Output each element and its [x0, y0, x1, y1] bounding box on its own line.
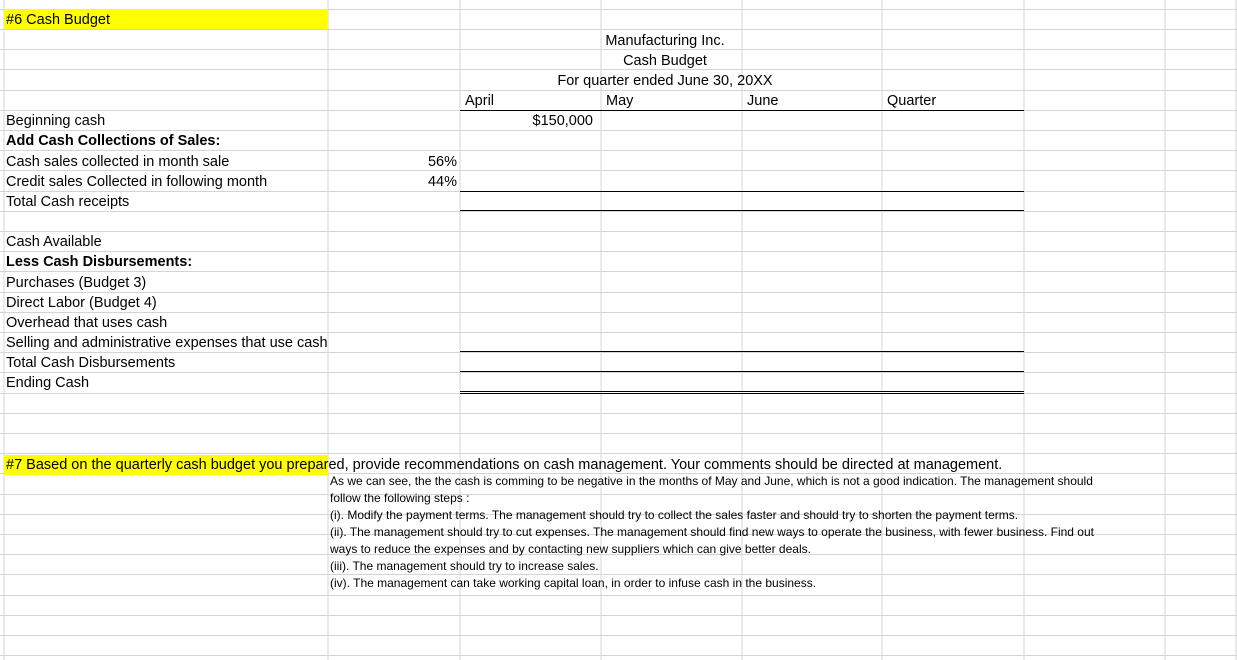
report-period[interactable]: For quarter ended June 30, 20XX: [557, 73, 773, 89]
answer-line: (i). Modify the payment terms. The management should try to collect the sales faster and should try to shorten the payment terms.: [330, 508, 1019, 522]
recommendation-textbox[interactable]: [330, 473, 1180, 592]
col-header-june[interactable]: June: [747, 93, 779, 109]
row-label-ending-cash[interactable]: Ending Cash: [6, 375, 90, 391]
beginning-cash-april[interactable]: $150,000: [532, 113, 593, 129]
credit-sales-percent[interactable]: 44%: [427, 174, 457, 190]
company-name[interactable]: Manufacturing Inc.: [605, 33, 725, 49]
answer-line: As we can see, the the cash is comming to be negative in the months of May and June, which is not a good indication. The management should: [330, 474, 1093, 488]
cash-sales-percent[interactable]: 56%: [427, 154, 457, 170]
row-label-cash-available[interactable]: Cash Available: [6, 234, 102, 250]
answer-line: (iii). The management should try to increase sales.: [330, 559, 599, 573]
row-label-total-receipts[interactable]: Total Cash receipts: [6, 194, 130, 210]
col-header-quarter[interactable]: Quarter: [887, 93, 937, 109]
row-label-beginning-cash[interactable]: Beginning cash: [6, 113, 106, 129]
row-label-less-disbursements[interactable]: Less Cash Disbursements:: [6, 254, 193, 270]
row-label-credit-sales[interactable]: Credit sales Collected in following month: [6, 174, 268, 190]
col-header-may[interactable]: May: [606, 93, 634, 109]
row-label-purchases[interactable]: Purchases (Budget 3): [6, 275, 147, 291]
row-label-add-collections[interactable]: Add Cash Collections of Sales:: [6, 133, 221, 149]
row-label-cash-sales[interactable]: Cash sales collected in month sale: [6, 154, 230, 170]
section6-title[interactable]: #6 Cash Budget: [6, 12, 110, 28]
row-label-total-disbursements[interactable]: Total Cash Disbursements: [6, 355, 176, 371]
row-label-selling-admin[interactable]: Selling and administrative expenses that use cash: [6, 335, 328, 351]
row-label-direct-labor[interactable]: Direct Labor (Budget 4): [6, 295, 157, 311]
answer-line: (ii). The management should try to cut expenses. The management should find new ways to operate the business, with fewer business. Find out: [330, 525, 1094, 539]
report-title[interactable]: Cash Budget: [623, 53, 707, 69]
answer-line: ways to reduce the expenses and by contacting new suppliers which can give better deals.: [330, 542, 811, 556]
col-header-april[interactable]: April: [465, 93, 495, 109]
section7-title[interactable]: #7 Based on the quarterly cash budget you prepared, provide recommendations on cash management. Your comments should be directed at management.: [6, 457, 1003, 473]
answer-line: follow the following steps :: [330, 491, 470, 505]
answer-line: (iv). The management can take working capital loan, in order to infuse cash in the business.: [330, 576, 817, 590]
row-label-overhead[interactable]: Overhead that uses cash: [6, 315, 168, 331]
